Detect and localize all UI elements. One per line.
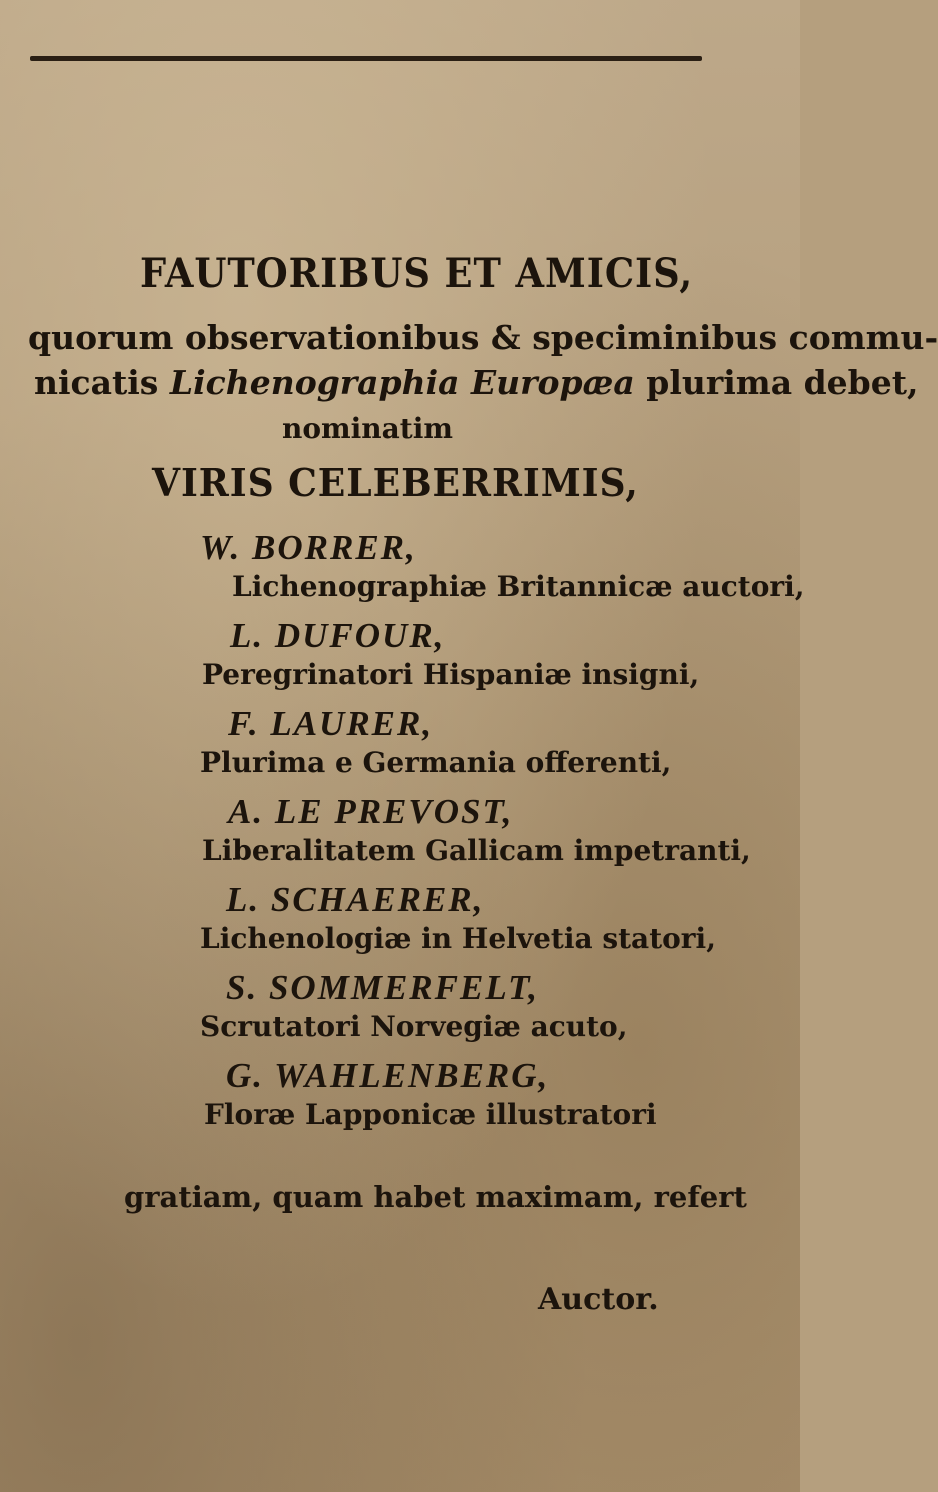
intro-line-2 — [34, 363, 918, 402]
dedicatee-desc-dufour: Peregrinatori Hispaniæ insigni, — [202, 658, 700, 691]
dedicatee-desc-schaerer: Lichenologiæ in Helvetia statori, — [200, 922, 716, 955]
intro-line-3: nominatim — [282, 412, 453, 445]
intro-line-1 — [28, 318, 938, 357]
dedicatee-name-sommerfelt: S. SOMMERFELT, — [226, 968, 539, 1007]
intro-line-1-a: quorum observationibus & — [28, 318, 521, 357]
closing-line: gratiam, quam habet maximam, refert — [124, 1180, 747, 1214]
dedicatee-desc-borrer: Lichenographiæ Britannicæ auctori, — [232, 570, 805, 603]
dedicatee-name-wahlenberg: G. WAHLENBERG, — [226, 1056, 550, 1095]
dedicatee-desc-laurer: Plurima e Germania offerenti, — [200, 746, 672, 779]
dedicatee-name-borrer: W. BORRER, — [200, 528, 417, 567]
intro-line-2-a: nicatis — [34, 363, 159, 402]
dedicatee-name-schaerer: L. SCHAERER, — [226, 880, 485, 919]
dedicatee-name-laurer: F. LAURER, — [228, 704, 434, 743]
dedicatee-desc-sommerfelt: Scrutatori Norvegiæ acuto, — [200, 1010, 628, 1043]
dedicatee-desc-wahlenberg: Floræ Lapponicæ illustratori — [204, 1098, 657, 1131]
intro-line-2-b: Lichenographia Europæa — [169, 363, 635, 402]
page-heading: FAUTORIBUS ET AMICIS, — [140, 250, 694, 297]
dedicatee-desc-le-prevost: Liberalitatem Gallicam impetranti, — [202, 834, 751, 867]
top-rule — [30, 56, 702, 61]
intro-line-1-b: speciminibus commu- — [532, 318, 938, 357]
signature: Auctor. — [538, 1282, 659, 1317]
intro-line-2-c: plurima debet, — [646, 363, 919, 402]
dedicatee-name-le-prevost: A. LE PREVOST, — [228, 792, 514, 831]
dedicatee-name-dufour: L. DUFOUR, — [230, 616, 446, 655]
viris-heading: VIRIS CELEBERRIMIS, — [152, 460, 639, 505]
